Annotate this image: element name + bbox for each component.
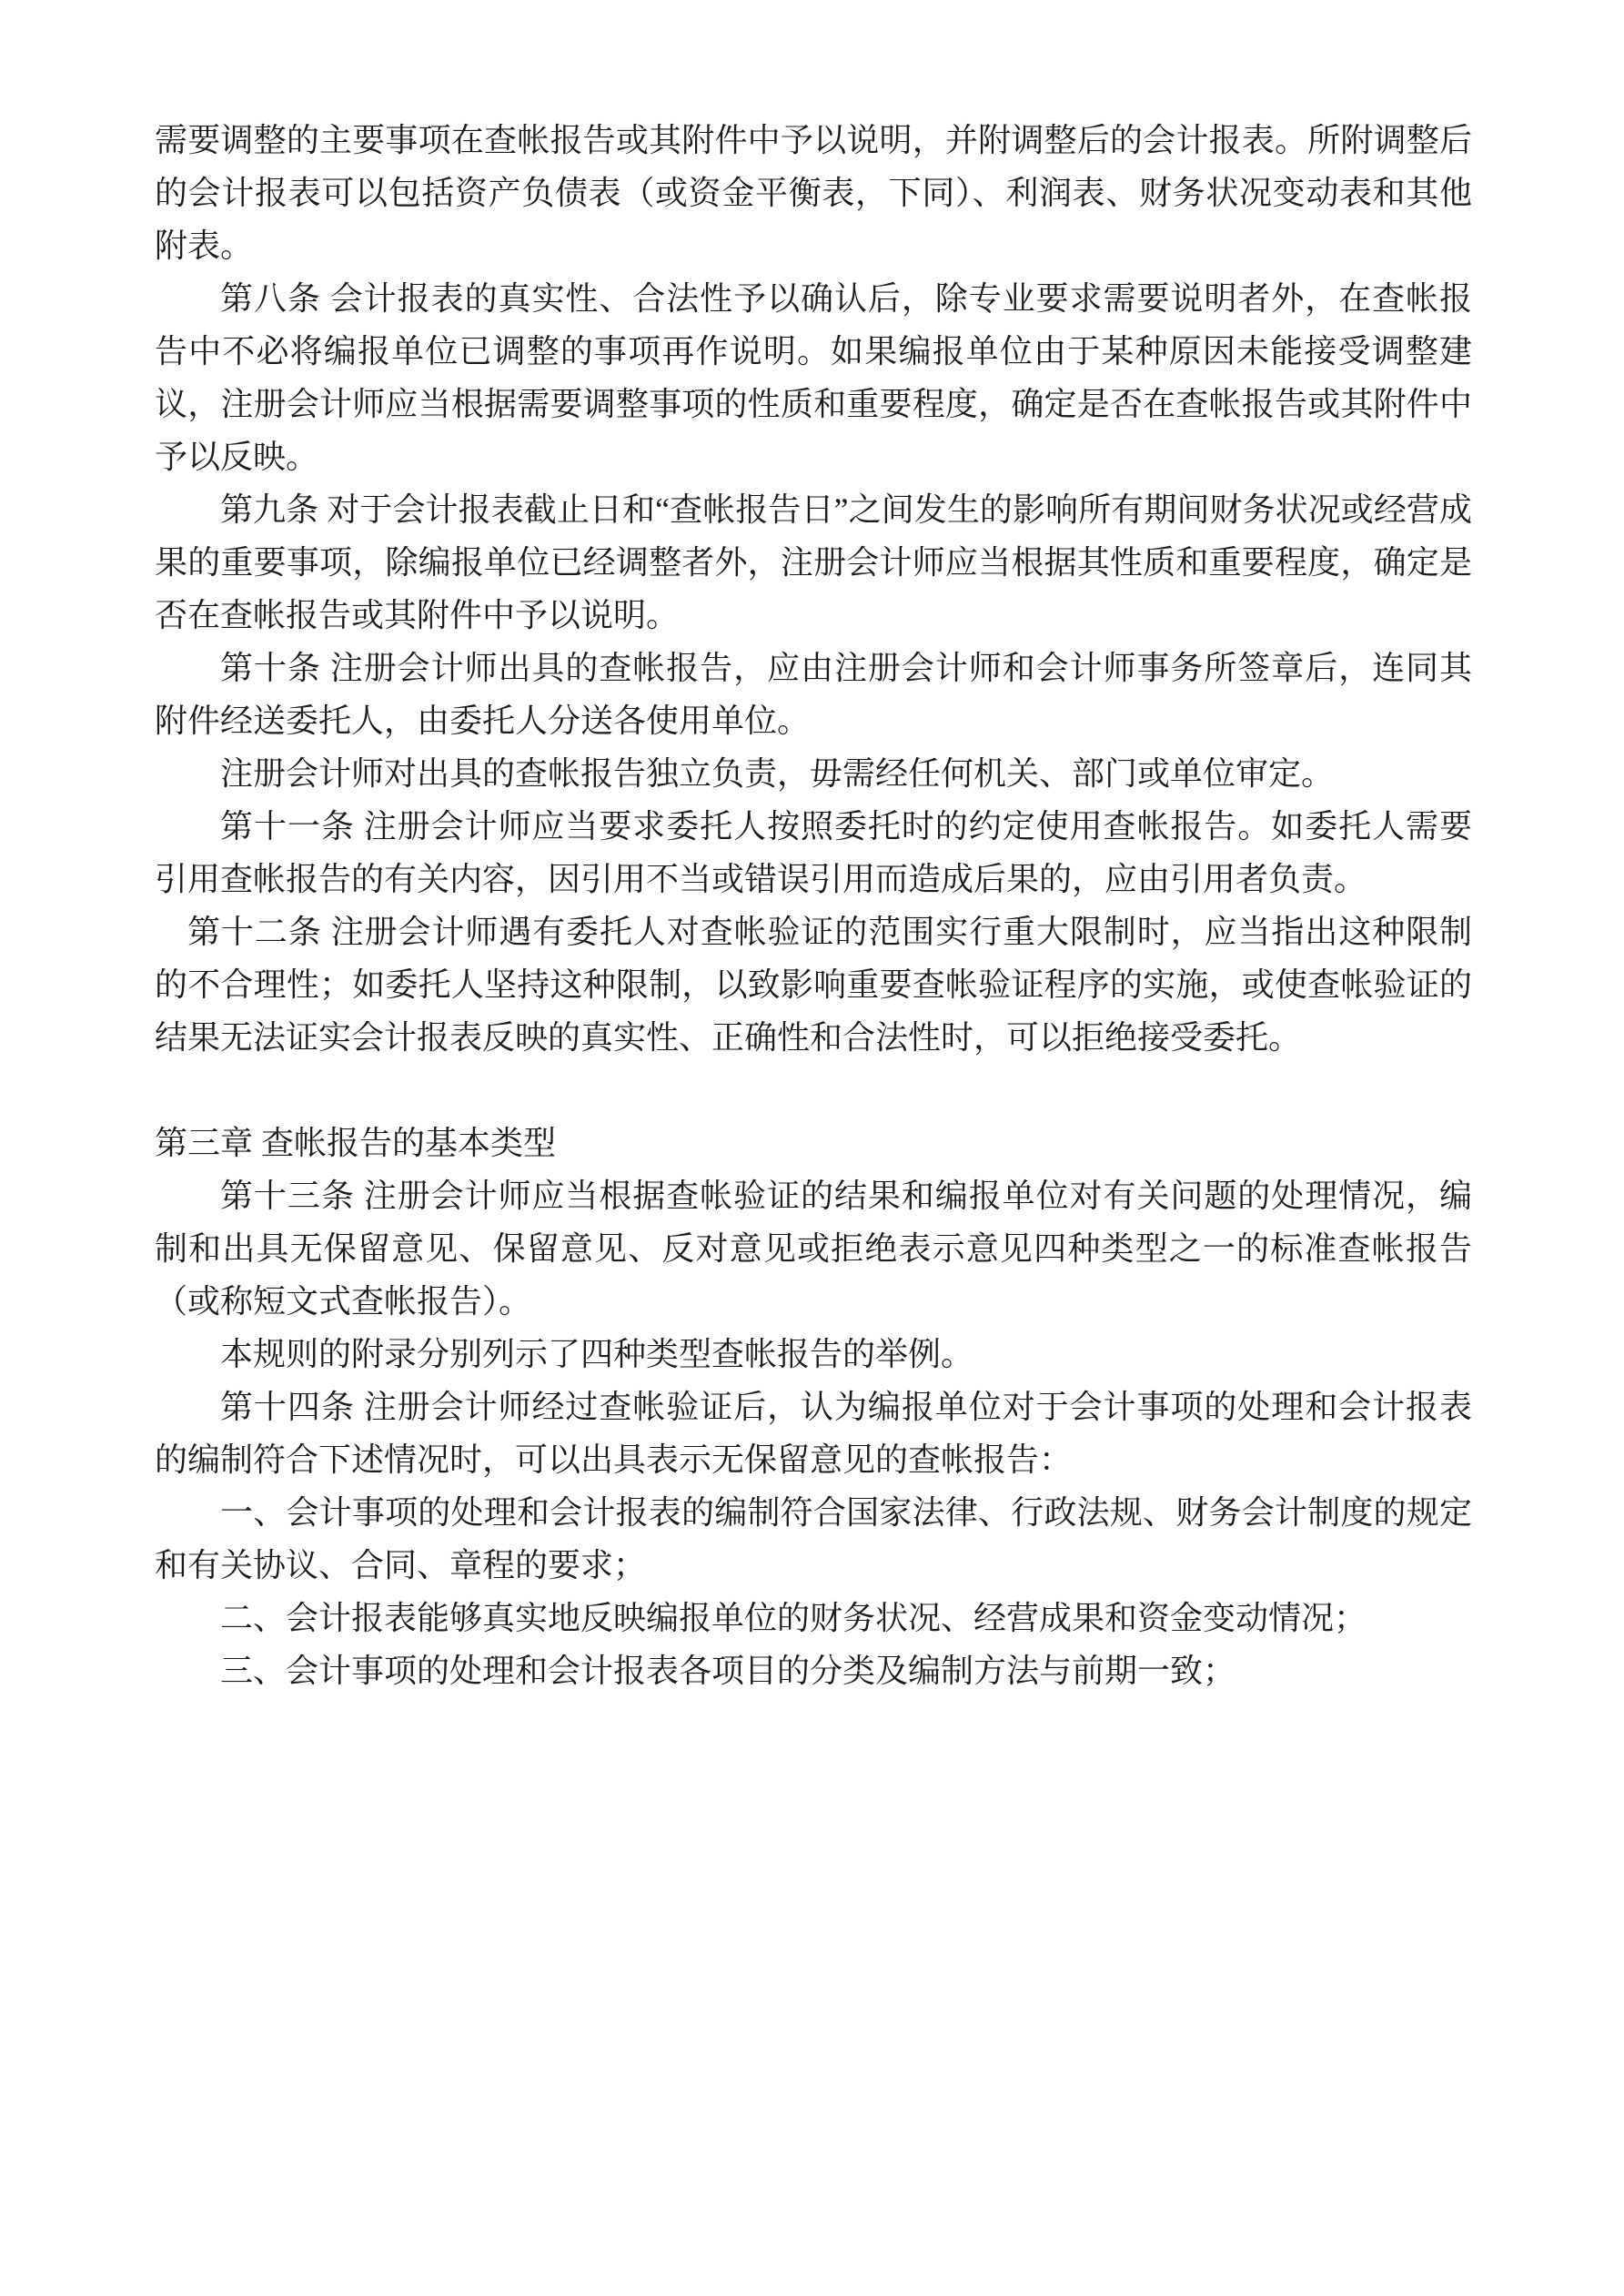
paragraph: 第九条 对于会计报表截止日和“查帐报告日”之间发生的影响所有期间财务状况或经营成果的重要事项，除编报单位已经调整者外，注册会计师应当根据其性质和重要程度，确定是否在查帐报告或其附件中予以说明。 [155, 491, 1472, 633]
paragraph: 第十三条 注册会计师应当根据查帐验证的结果和编报单位对有关问题的处理情况，编制和出具无保留意见、保留意见、反对意见或拒绝表示意见四种类型之一的标准查帐报告（或称短文式查帐报告）。 [155, 1178, 1472, 1320]
paragraph: 本规则的附录分别列示了四种类型查帐报告的举例。 [220, 1336, 974, 1372]
paragraph: 需要调整的主要事项在查帐报告或其附件中予以说明，并附调整后的会计报表。所附调整后的会计报表可以包括资产负债表（或资金平衡表，下同）、利润表、财务状况变动表和其他附表。 [155, 122, 1472, 264]
section-heading: 第三章 查帐报告的基本类型 [155, 1125, 557, 1161]
paragraph: 第十条 注册会计师出具的查帐报告，应由注册会计师和会计师事务所签章后，连同其附件经送委托人，由委托人分送各使用单位。 [155, 650, 1472, 739]
paragraph: 三、会计事项的处理和会计报表各项目的分类及编制方法与前期一致； [220, 1653, 1236, 1689]
paragraph: 第八条 会计报表的真实性、合法性予以确认后，除专业要求需要说明者外，在查帐报告中不必将编报单位已调整的事项再作说明。如果编报单位由于某种原因未能接受调整建议，注册会计师应当根据需要调整事项的性质和重要程度，确定是否在查帐报告或其附件中予以反映。 [155, 280, 1472, 475]
document-body [155, 114, 1472, 1697]
paragraph: 注册会计师对出具的查帐报告独立负责，毋需经任何机关、部门或单位审定。 [220, 755, 1335, 792]
paragraph: 一、会计事项的处理和会计报表的编制符合国家法律、行政法规、财务会计制度的规定和有关协议、合同、章程的要求； [155, 1494, 1472, 1583]
paragraph: 第十四条 注册会计师经过查帐验证后，认为编报单位对于会计事项的处理和会计报表的编制符合下述情况时，可以出具表示无保留意见的查帐报告： [155, 1389, 1472, 1478]
paragraph: 第十二条 注册会计师遇有委托人对查帐验证的范围实行重大限制时，应当指出这种限制的不合理性；如委托人坚持这种限制，以致影响重要查帐验证程序的实施，或使查帐验证的结果无法证实会计报表反映的真实性、正确性和合法性时，可以拒绝接受委托。 [155, 914, 1472, 1056]
paragraph: 第十一条 注册会计师应当要求委托人按照委托时的约定使用查帐报告。如委托人需要引用查帐报告的有关内容，因引用不当或错误引用而造成后果的，应由引用者负责。 [155, 808, 1472, 897]
paragraph: 二、会计报表能够真实地反映编报单位的财务状况、经营成果和资金变动情况； [220, 1600, 1367, 1636]
